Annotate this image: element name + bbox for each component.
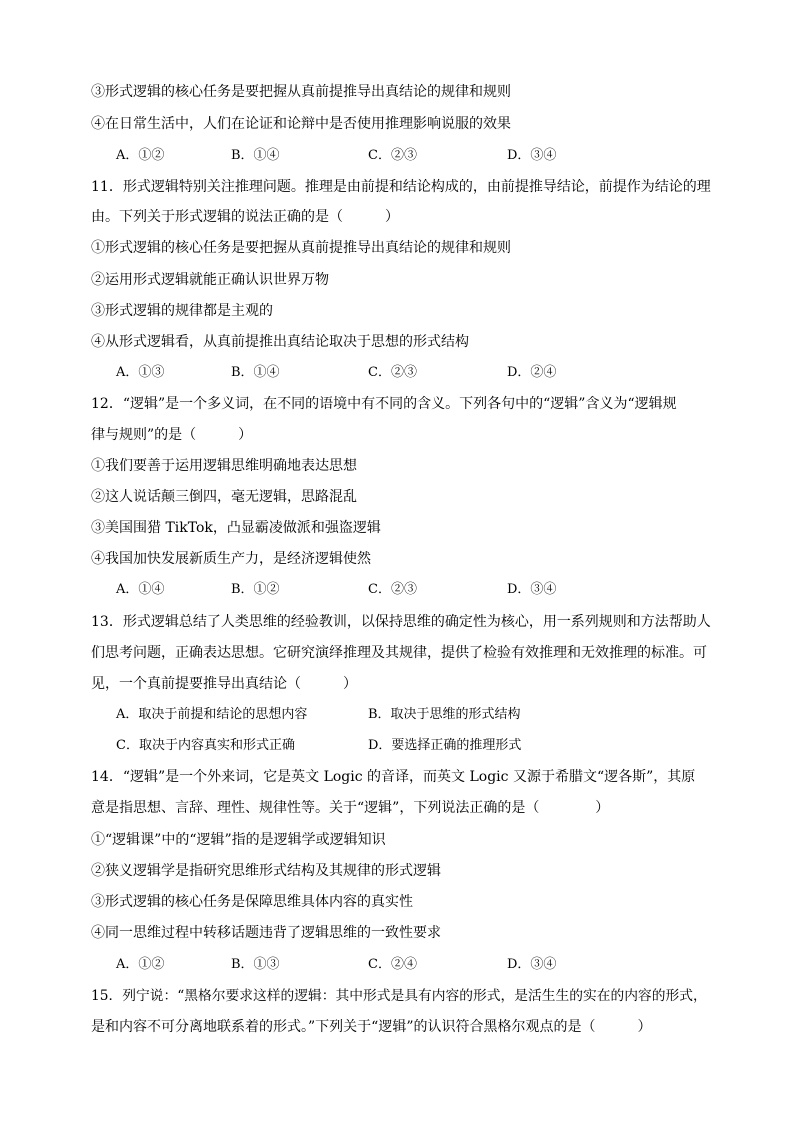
q13-option-b: B．取决于思维的形式结构: [368, 707, 521, 722]
q10-option-a: A．①②: [116, 148, 165, 163]
q14-stem-line-1: 14．“逻辑”是一个外来词，它是英文 Logic 的音译，而英文 Logic 又源于希腊文“逻各斯”，其原: [91, 769, 696, 785]
q14-options: [116, 955, 716, 975]
q11-statement-3: ③形式逻辑的规律都是主观的: [91, 303, 273, 319]
q12-statement-4: ④我国加快发展新质生产力，是经济逻辑使然: [91, 551, 371, 567]
q13-options-row-2: [116, 736, 716, 756]
q10-options: [116, 146, 716, 166]
q11-statement-4: ④从形式逻辑看，从真前提推出真结论取决于思想的形式结构: [91, 334, 469, 350]
q10-option-d: D．③④: [507, 148, 557, 163]
q11-stem-line-2: 由。下列关于形式逻辑的说法正确的是（ ）: [91, 209, 399, 225]
q13-stem-line-1: 13．形式逻辑总结了人类思维的经验教训，以保持思维的确定性为核心，用一系列规则和方法帮助人: [91, 614, 711, 630]
q11-options: [116, 363, 716, 383]
q13-stem-line-3: 见，一个真前提要推导出真结论（ ）: [91, 676, 357, 692]
q13-option-c: C．取决于内容真实和形式正确: [116, 738, 295, 753]
q14-statement-3: ③形式逻辑的核心任务是保障思维具体内容的真实性: [91, 894, 413, 910]
q14-option-a: A．①②: [116, 957, 165, 972]
q14-statement-2: ②狭义逻辑学是指研究思维形式结构及其规律的形式逻辑: [91, 863, 441, 879]
q11-option-a: A．①③: [116, 365, 165, 380]
q12-option-b: B．①②: [231, 582, 280, 597]
q11-option-b: B．①④: [231, 365, 280, 380]
q11-statement-1: ①形式逻辑的核心任务是要把握从真前提推导出真结论的规律和规则: [91, 240, 511, 256]
q11-stem-line-1: 11．形式逻辑特别关注推理问题。推理是由前提和结论构成的，由前提推导结论，前提作为结论的理: [91, 179, 711, 195]
q11-statement-2: ②运用形式逻辑就能正确认识世界万物: [91, 272, 329, 288]
q12-stem-line-1: 12．“逻辑”是一个多义词，在不同的语境中有不同的含义。下列各句中的“逻辑”含义为“逻辑规: [91, 396, 677, 412]
q10-option-c: C．②③: [368, 148, 417, 163]
q12-option-d: D．③④: [507, 582, 557, 597]
q12-statement-1: ①我们要善于运用逻辑思维明确地表达思想: [91, 458, 357, 474]
q12-options: [116, 580, 716, 600]
q12-stem-line-2: 律与规则”的是（ ）: [91, 427, 253, 443]
q14-option-d: D．③④: [507, 957, 557, 972]
q15-stem-line-1: 15．列宁说：“黑格尔要求这样的逻辑：其中形式是具有内容的形式，是活生生的实在的内容的形式，: [91, 988, 707, 1004]
q14-statement-1: ①“逻辑课”中的“逻辑”指的是逻辑学或逻辑知识: [91, 832, 386, 848]
q13-stem-line-2: 们思考问题，正确表达思想。它研究演绎推理及其规律，提供了检验有效推理和无效推理的标准。可: [91, 645, 707, 661]
q10-statement-4: ④在日常生活中，人们在论证和论辩中是否使用推理影响说服的效果: [91, 116, 511, 132]
q13-options-row-1: [116, 705, 716, 725]
q11-option-d: D．②④: [507, 365, 557, 380]
q15-stem-line-2: 是和内容不可分离地联系着的形式。”下列关于“逻辑”的认识符合黑格尔观点的是（ ）: [91, 1019, 652, 1035]
q10-option-b: B．①④: [231, 148, 280, 163]
q12-statement-2: ②这人说话颠三倒四，毫无逻辑，思路混乱: [91, 489, 357, 505]
q11-option-c: C．②③: [368, 365, 417, 380]
q10-statement-3: ③形式逻辑的核心任务是要把握从真前提推导出真结论的规律和规则: [91, 84, 511, 100]
q14-statement-4: ④同一思维过程中转移话题违背了逻辑思维的一致性要求: [91, 925, 441, 941]
q14-option-c: C．②④: [368, 957, 417, 972]
q12-option-c: C．②③: [368, 582, 417, 597]
q13-option-d: D．要选择正确的推理形式: [368, 738, 522, 753]
q12-option-a: A．①④: [116, 582, 165, 597]
q14-option-b: B．①③: [231, 957, 280, 972]
q13-option-a: A．取决于前提和结论的思想内容: [116, 707, 308, 722]
q14-stem-line-2: 意是指思想、言辞、理性、规律性等。关于“逻辑”，下列说法正确的是（ ）: [91, 800, 610, 816]
q12-statement-3: ③美国围猎 TikTok，凸显霸凌做派和强盗逻辑: [91, 520, 381, 536]
